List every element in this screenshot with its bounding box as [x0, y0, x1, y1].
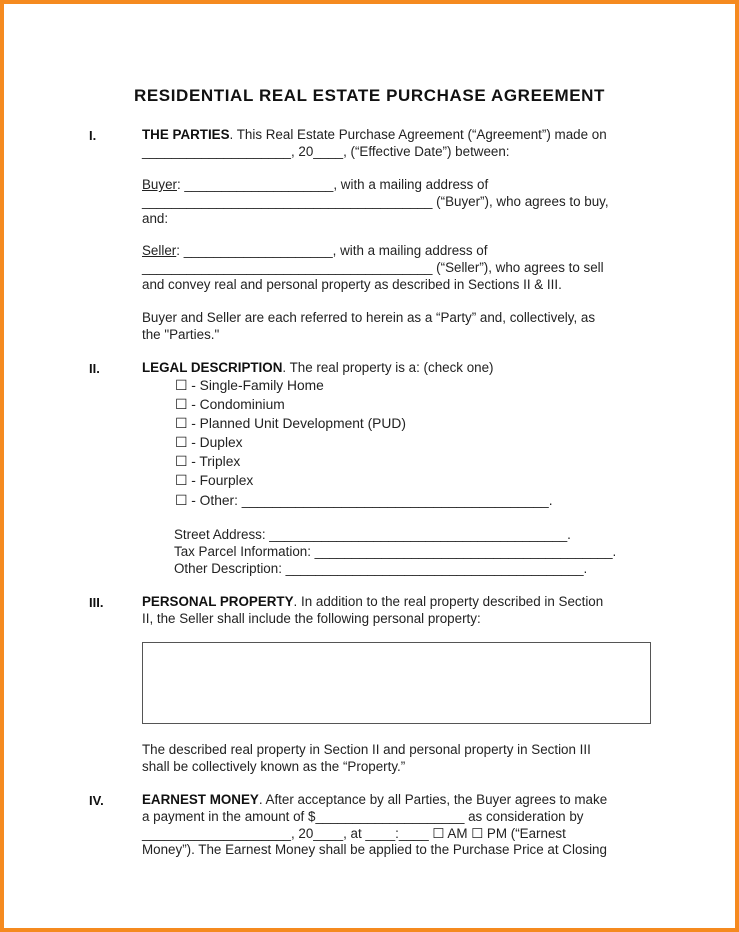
seller-text-3: and convey real and personal property as described in Sections II & III.	[142, 276, 562, 292]
seller-text-1: : ____________________, with a mailing address of	[176, 243, 488, 258]
section-number-3: III.	[89, 595, 104, 610]
property-definition-2: shall be collectively known as the “Property.”	[142, 758, 406, 774]
document-title: RESIDENTIAL REAL ESTATE PURCHASE AGREEMENT	[133, 86, 606, 105]
section-heading-parties: THE PARTIES	[142, 127, 230, 142]
section-earnest-money	[142, 792, 652, 859]
buyer-text-3: and:	[142, 210, 169, 226]
personal-property-box[interactable]	[142, 642, 651, 724]
property-definition-1: The described real property in Section II and personal property in Section III	[142, 742, 591, 757]
seller-text-2: _______________________________________ (“Seller”), who agrees to sell	[142, 259, 604, 275]
option-fourplex[interactable]: ☐ - Fourplex	[175, 473, 254, 488]
option-other[interactable]: ☐ - Other: ________________________________________.	[175, 493, 553, 508]
earnest-text-2: a payment in the amount of $____________________ as consideration by	[142, 808, 584, 824]
parties-text-2: ____________________, 20____, (“Effective Date”) between:	[142, 143, 510, 159]
section-heading-personal: PERSONAL PROPERTY	[142, 594, 294, 609]
buyer-text-1: : ____________________, with a mailing address of	[176, 177, 489, 192]
option-single-family[interactable]: ☐ - Single-Family Home	[175, 378, 324, 393]
personal-text-2: II, the Seller shall include the following personal property:	[142, 610, 481, 626]
personal-text-1: . In addition to the real property described in Section	[293, 594, 604, 609]
other-description-field[interactable]: Other Description: ________________________________________.	[174, 561, 588, 576]
section-number-1: I.	[89, 128, 97, 143]
buyer-text-2: _______________________________________ (“Buyer”), who agrees to buy,	[142, 193, 609, 209]
section-number-4: IV.	[89, 793, 104, 808]
buyer-label: Buyer	[142, 177, 177, 192]
earnest-text-1: . After acceptance by all Parties, the Buyer agrees to make	[258, 792, 608, 807]
parties-definition-2: the "Parties."	[142, 326, 220, 342]
option-duplex[interactable]: ☐ - Duplex	[175, 435, 243, 450]
option-condominium[interactable]: ☐ - Condominium	[175, 397, 285, 412]
property-definition	[142, 742, 652, 776]
section-heading-legal: LEGAL DESCRIPTION	[142, 360, 283, 375]
option-triplex[interactable]: ☐ - Triplex	[175, 454, 241, 469]
section-legal-description	[142, 360, 652, 377]
section-number-2: II.	[89, 361, 100, 376]
section-heading-earnest: EARNEST MONEY	[142, 792, 259, 807]
option-pud[interactable]: ☐ - Planned Unit Development (PUD)	[175, 416, 406, 431]
seller-label: Seller	[142, 243, 177, 258]
buyer-paragraph	[142, 177, 652, 227]
parties-definition-1: Buyer and Seller are each referred to herein as a “Party” and, collectively, as	[142, 310, 596, 325]
earnest-text-3: ____________________, 20____, at ____:____ ☐ AM ☐ PM (“Earnest	[142, 825, 566, 841]
legal-intro: . The real property is a: (check one)	[282, 360, 494, 375]
section-personal-property	[142, 594, 652, 628]
section-parties	[142, 127, 652, 161]
seller-paragraph	[142, 243, 652, 293]
parties-text-1: . This Real Estate Purchase Agreement (“Agreement”) made on	[229, 127, 607, 142]
earnest-text-4: Money”). The Earnest Money shall be applied to the Purchase Price at Closing	[142, 842, 607, 858]
street-address-field[interactable]: Street Address: ________________________________________.	[174, 527, 571, 542]
tax-parcel-field[interactable]: Tax Parcel Information: ________________________________________.	[174, 544, 617, 559]
parties-definition	[142, 310, 652, 344]
